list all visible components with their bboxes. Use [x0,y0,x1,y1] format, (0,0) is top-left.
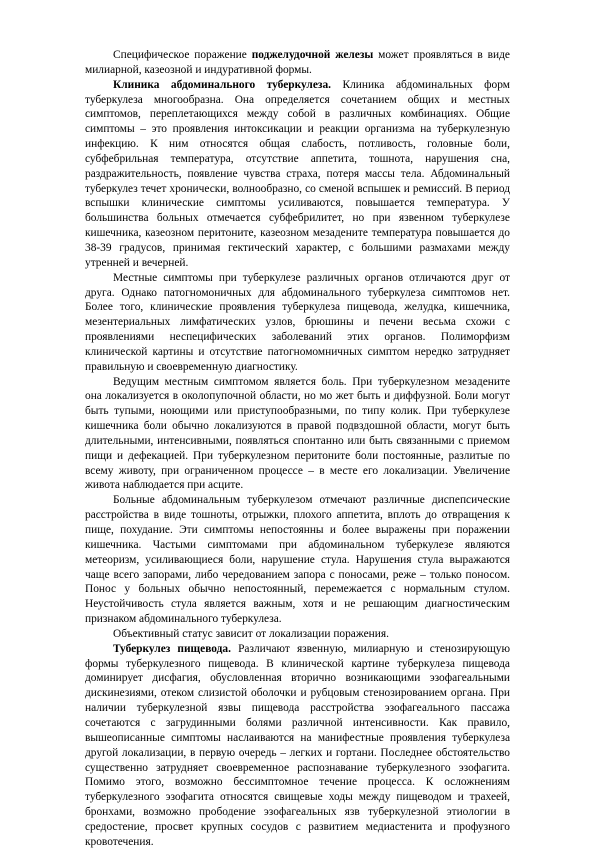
bold-term: поджелудочной железы [251,49,374,61]
text-segment: Клиника абдоминальных форм туберкулеза многообразна. Она определяется сочетанием общих и местных симптомов, переплетающихся между собой в различных комбинациях. Общие симптомы – это проявления интоксикации и реакции организма на туберкулезную инфекцию. К ним относятся общая слабость, потливость, головные боли, субфебрильная температура, отсутствие аппетита, тошнота, нарушения сна, раздражительность, появление чувства страха, потеря массы тела. Абдоминальный туберкулез течет хронически, волнообразно, со сменой вспышек и ремиссий. В период вспышки клинические симптомы усиливаются, повышается температура. У большинства больных отмечается субфебрилитет, но при язвенном туберкулезе кишечника, казеозном перитоните, казеозном мезадените температура повышается до 38-39 градусов, принимая гектический характер, с большими размахами между утренней и вечерней. [85,78,510,269]
paragraph-dyspepsia [85,493,510,627]
paragraph-local-symptoms [85,271,510,375]
text-segment: Объективный статус зависит от локализации поражения. [113,627,389,640]
section-heading: Туберкулез пищевода. [113,642,231,655]
paragraph-objective-status [85,627,510,642]
paragraph-clinic [85,78,510,271]
text-segment: Местные симптомы при туберкулезе различных органов отличаются друг от друга. Однако патогномоничных для абдоминального туберкулеза симптомов нет. Более того, клинические проявления туберкулеза пищевода, желудка, кишечника, мезентериальных лимфатических узлов, брюшины и печени весьма схожи с проявлениями неспецифических заболеваний этих органов. Полиморфизм клинической картины и отсутствие патогномомничных симптом нередко затрудняет правильную и своевременную диагностику. [85,271,510,373]
text-segment: Специфическое поражение [113,49,252,61]
text-segment: Различают язвенную, милиарную и стенозирующую формы туберкулезного пищевода. В клинической картине туберкулеза пищевода доминирует дисфагия, обусловленная вторично возникающими эзофагеальными дискинезиями, отеком слизистой оболочки и рубцовым стенозированием органа. При наличии туберкулезной язвы пищевода расстройства эзофагеального пассажа сочетаются с загрудинными болями различной интенсивности. Как правило, вышеописанные симптомы наслаиваются на манифестные проявления туберкулеза другой локализации, в первую очередь – легких и гортани. Последнее обстоятельство существенно затрудняет своевременное распознавание туберкулезного эзофагита. Помимо этого, возможно бессимптомное течение процесса. К осложнениям туберкулезного эзофагита относятся свищевые ходы между пищеводом и трахеей, бронхами, возможно прободение эзофагеальных язв туберкулезной этиологии в средостение, просвет крупных сосудов с развитием медиастенита и профузного кровотечения. [85,642,510,848]
text-segment: Больные абдоминальным туберкулезом отмечают различные диспепсические расстройства в виде тошноты, отрыжки, плохого аппетита, вплоть до отвращения к пище, похудание. Эти симптомы непостоянны и более выражены при поражении кишечника. Частыми симптомами при абдоминальном туберкулезе являются метеоризм, усиливающиеся боли, нарушение стула. Нарушения стула выражаются чаще всего запорами, либо чередованием запора с поносами, реже – только поносом. Понос у больных обычно непостоянный, перемежается с нормальным стулом. Неустойчивость стула является важным, хотя и не решающим диагностическим признаком абдоминального туберкулеза. [85,494,510,626]
text-segment: может проявляться в виде милиарной, казеозной и индуративной формы. [85,49,510,76]
text-segment: Ведущим местным симптомом является боль. При туберкулезном мезадените она локализуется в околопупочной области, но мо жет быть и диффузной. Боли могут быть тупыми, ноющими или приступообразными, по типу колик. При туберкулезе кишечника боли обычно локализуются в правой подвздошной области, могут быть длительными, интенсивными, появляться спонтанно или быть связанными с приемом пищи и дефекацией. При туберкулезном перитоните боли постоянные, разлитые по всему животу, при ограниченном процессе – в месте его локализации. Увеличение живота наблюдается при асците. [85,375,510,492]
paragraph-pancreas [85,48,510,78]
paragraph-pain [85,375,510,494]
paragraph-esophagus [85,642,510,850]
section-heading: Клиника абдоминального туберкулеза. [113,78,331,91]
